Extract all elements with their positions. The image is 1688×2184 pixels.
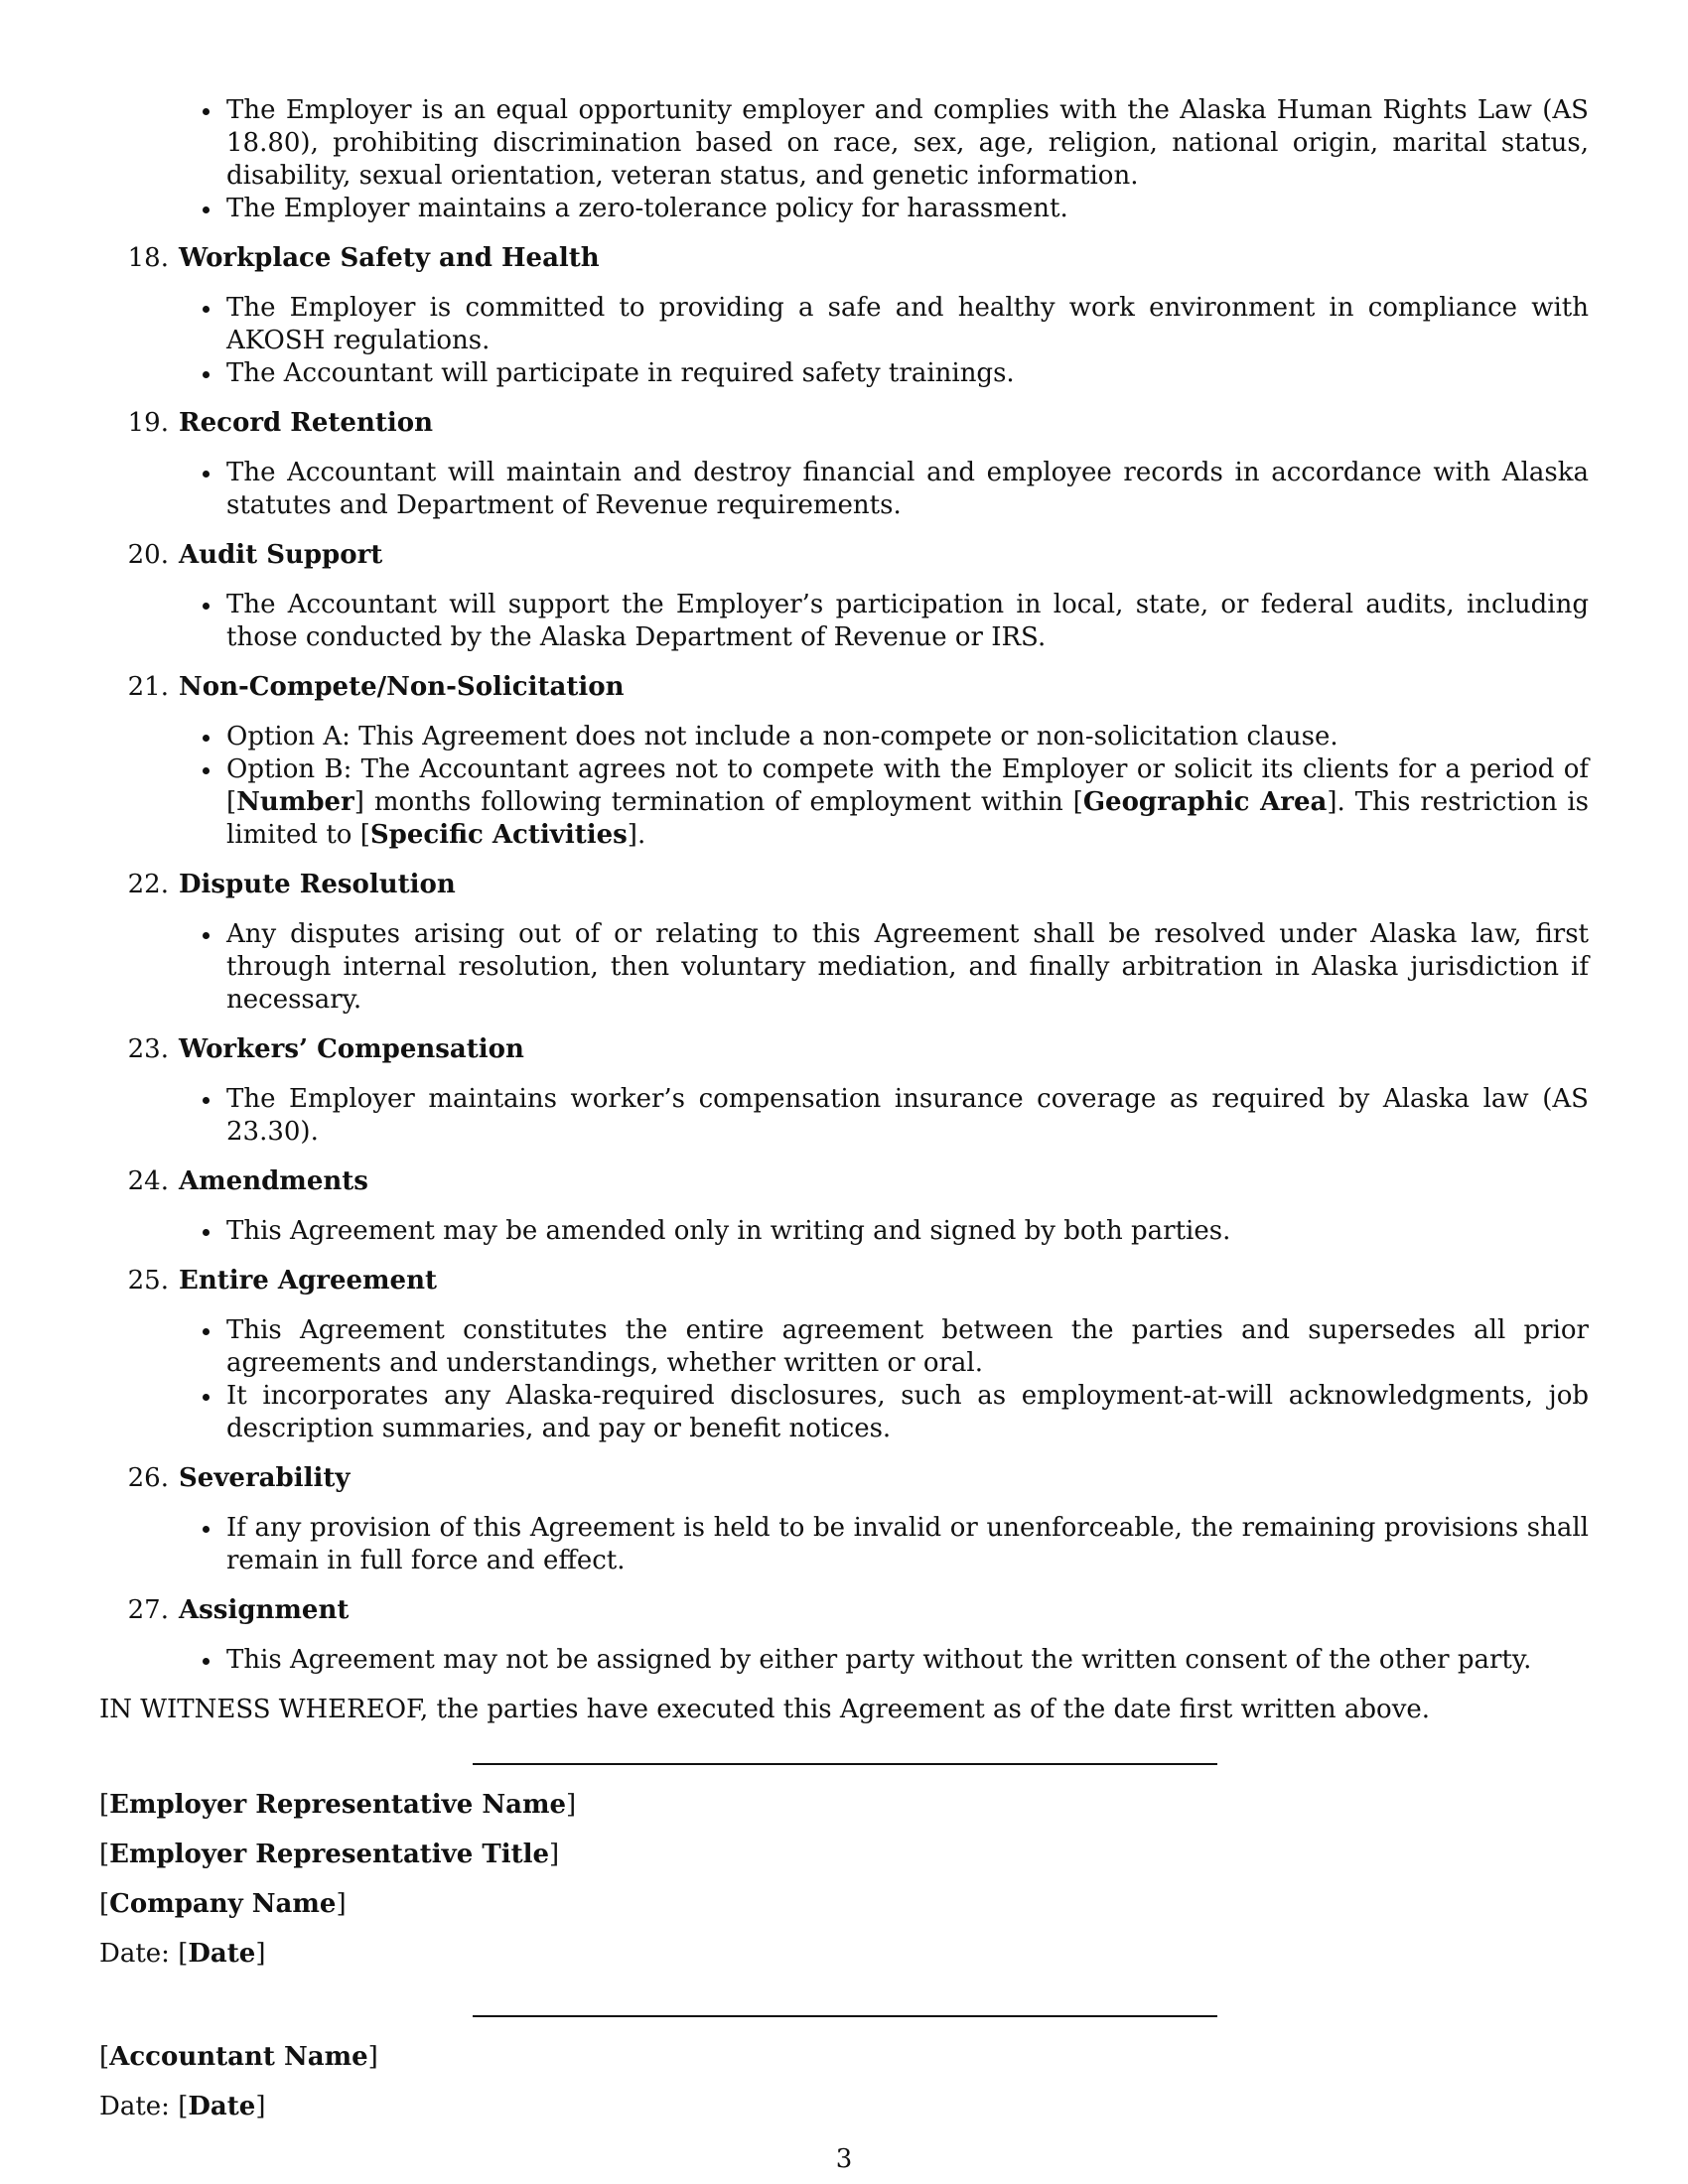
bullet-list <box>99 1644 1589 1677</box>
list-item: Any disputes arising out of or relating to this Agreement shall be resolved under Alaska law, first through internal resolution, then voluntary mediation, and finally arbitration in Alaska jurisdiction if necessary. <box>226 919 1589 1015</box>
employer-representative-title: Employer Representative Title <box>109 1840 550 1869</box>
top-bullet-list <box>99 94 1589 225</box>
option-b-text: Option B: The Accountant agrees not to compete with the Employer or solicit its clients for a period of [ <box>226 754 1589 817</box>
bullet-list <box>99 918 1589 1017</box>
bullet-list <box>99 292 1589 390</box>
list-item: The Employer is committed to providing a safe and healthy work environment in compliance with AKOSH regulations. <box>226 293 1589 355</box>
date-placeholder: Date <box>188 2092 256 2121</box>
list-item: The Accountant will support the Employer’s participation in local, state, or federal audits, including those conducted by the Alaska Department of Revenue or IRS. <box>226 590 1589 652</box>
option-b-text: ]. This restriction is limited to [ <box>226 787 1589 850</box>
employer-name-row: [Employer Representative Name] <box>99 1790 577 1820</box>
list-item: This Agreement may be amended only in writing and signed by both parties. <box>226 1215 1589 1248</box>
accountant-date-row: Date: [Date] <box>99 2092 266 2121</box>
section-21 <box>99 671 1589 852</box>
list-item: It incorporates any Alaska-required disclosures, such as employment-at-will acknowledgments, job description summaries, and pay or benefit notices. <box>226 1381 1589 1443</box>
page-number: 3 <box>835 2144 853 2174</box>
section-19 <box>99 407 1589 522</box>
bullet-list <box>99 1215 1589 1248</box>
company-name: Company Name <box>109 1889 337 1919</box>
section-18 <box>99 242 1589 390</box>
bullet-list <box>99 457 1589 522</box>
witness-statement: IN WITNESS WHEREOF, the parties have executed this Agreement as of the date first written above. <box>99 1695 1431 1724</box>
section-number: 24. <box>127 1166 169 1196</box>
bullet-list <box>99 1083 1589 1149</box>
section-22 <box>99 869 1589 1017</box>
date-label: Date: <box>99 1939 170 1969</box>
section-number: 22. <box>127 870 169 899</box>
company-name-row: [Company Name] <box>99 1889 347 1919</box>
section-title: Workplace Safety and Health <box>179 243 600 273</box>
list-item: This Agreement constitutes the entire agreement between the parties and supersedes all prior agreements and understandings, whether written or oral. <box>226 1315 1589 1378</box>
bullet-list <box>99 1512 1589 1577</box>
date-placeholder: Date <box>188 1939 256 1969</box>
list-item: This Agreement may not be assigned by either party without the written consent of the other party. <box>226 1644 1589 1677</box>
list-item: The Employer maintains worker’s compensation insurance coverage as required by Alaska law (AS 23.30). <box>226 1084 1589 1147</box>
section-title: Workers’ Compensation <box>179 1034 524 1064</box>
list-item: Option A: This Agreement does not include a non-compete or non-solicitation clause. <box>226 721 1589 753</box>
employer-signature-line <box>473 1763 1217 1765</box>
section-26 <box>99 1462 1589 1577</box>
section-23 <box>99 1033 1589 1149</box>
section-number: 19. <box>127 408 169 438</box>
accountant-name: Accountant Name <box>109 2042 368 2072</box>
list-item-option-b <box>226 753 1589 852</box>
document-page <box>99 94 1589 2123</box>
section-27 <box>99 1594 1589 1677</box>
list-item: The Accountant will participate in required safety trainings. <box>226 357 1589 390</box>
bullet-list <box>99 721 1589 852</box>
list-item: If any provision of this Agreement is held to be invalid or unenforceable, the remaining provisions shall remain in full force and effect. <box>226 1513 1589 1575</box>
placeholder-geographic-area: Geographic Area <box>1082 787 1328 817</box>
section-title: Dispute Resolution <box>179 870 456 899</box>
bullet-list <box>99 589 1589 654</box>
section-25 <box>99 1265 1589 1445</box>
section-number: 26. <box>127 1463 169 1493</box>
placeholder-number: Number <box>236 787 354 817</box>
section-title: Severability <box>179 1463 351 1493</box>
section-number: 25. <box>127 1266 169 1296</box>
option-b-text: ] months following termination of employment within [ <box>353 787 1083 817</box>
accountant-signature-line <box>473 2015 1217 2017</box>
section-20 <box>99 539 1589 654</box>
section-title: Amendments <box>179 1166 368 1196</box>
list-item: The Accountant will maintain and destroy financial and employee records in accordance with Alaska statutes and Department of Revenue requirements. <box>226 458 1589 520</box>
employer-representative-name: Employer Representative Name <box>109 1790 567 1820</box>
option-b-text: ]. <box>627 820 646 850</box>
placeholder-specific-activities: Specific Activities <box>369 820 628 850</box>
section-title: Entire Agreement <box>179 1266 437 1296</box>
section-24 <box>99 1165 1589 1248</box>
section-number: 21. <box>127 672 169 702</box>
list-item: The Employer is an equal opportunity employer and complies with the Alaska Human Rights Law (AS 18.80), prohibiting discrimination based on race, sex, age, religion, national origin, marital status, disability, sexual orientation, veteran status, and genetic information. <box>226 95 1589 191</box>
section-number: 20. <box>127 540 169 570</box>
employer-date-row: Date: [Date] <box>99 1939 266 1969</box>
section-number: 27. <box>127 1595 169 1625</box>
section-number: 23. <box>127 1034 169 1064</box>
section-title: Audit Support <box>179 540 383 570</box>
employer-title-row: [Employer Representative Title] <box>99 1840 560 1869</box>
section-title: Non-Compete/Non-Solicitation <box>179 672 625 702</box>
section-number: 18. <box>127 243 169 273</box>
section-title: Record Retention <box>179 408 433 438</box>
section-title: Assignment <box>179 1595 350 1625</box>
accountant-name-row: [Accountant Name] <box>99 2042 378 2072</box>
date-label: Date: <box>99 2092 170 2121</box>
list-item: The Employer maintains a zero-tolerance policy for harassment. <box>226 193 1589 225</box>
bullet-list <box>99 1314 1589 1445</box>
